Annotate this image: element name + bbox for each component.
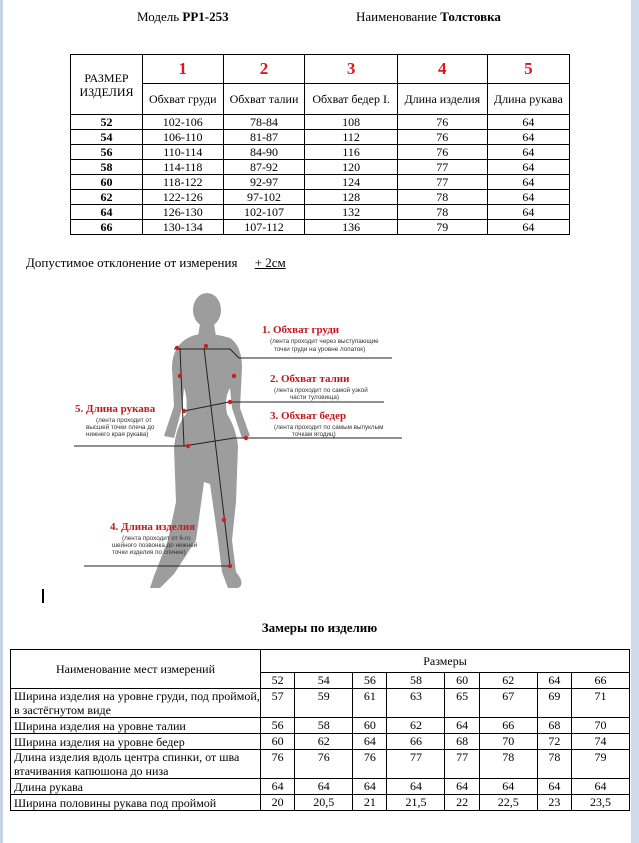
label-waist-note: части туловища) — [290, 394, 339, 401]
table-cell: 59 — [295, 689, 353, 718]
table-cell: 64 — [571, 779, 629, 795]
table-cell: 87-92 — [223, 160, 305, 175]
label-hips-note: (лента проходит по самым выпуклым — [274, 424, 384, 431]
mannequin-diagram — [64, 288, 424, 600]
table-cell: 22 — [445, 795, 479, 811]
table-cell: 64 — [487, 145, 569, 160]
column-number: 1 — [143, 55, 224, 84]
label-length-note: шейного позвонка до нижней — [112, 542, 198, 549]
table-cell: 112 — [305, 130, 397, 145]
table-cell: 76 — [397, 130, 487, 145]
table-cell: 132 — [305, 205, 397, 220]
table-row — [71, 220, 570, 235]
measurements-sizes-header: Размеры — [261, 650, 630, 673]
table-cell: 78 — [479, 750, 537, 779]
table-cell: 122-126 — [143, 190, 224, 205]
table-cell: 70 — [479, 734, 537, 750]
size-header: 52 — [261, 673, 295, 689]
table-row — [71, 115, 570, 130]
table-cell: 64 — [353, 779, 387, 795]
size-cell: 54 — [71, 130, 143, 145]
table-cell: 57 — [261, 689, 295, 718]
label-sleeve-note: высшей точки плеча до — [86, 424, 155, 431]
label-hips-note: точкам ягодиц) — [292, 431, 336, 438]
table-cell: 78 — [537, 750, 571, 779]
table-cell: 21 — [353, 795, 387, 811]
table-cell: 64 — [487, 190, 569, 205]
table-cell: 56 — [261, 718, 295, 734]
measurement-name: Ширина изделия на уровне бедер — [11, 734, 261, 750]
table-cell: 102-107 — [223, 205, 305, 220]
table-cell: 77 — [397, 160, 487, 175]
table-cell: 64 — [261, 779, 295, 795]
table-cell: 64 — [487, 160, 569, 175]
page-right-edge — [631, 0, 639, 843]
label-length-note: точки изделия по спинке) — [112, 549, 186, 556]
measurement-name: Ширина половины рукава под проймой — [11, 795, 261, 811]
table-cell: 79 — [571, 750, 629, 779]
measurement-name: Длина рукава — [11, 779, 261, 795]
tolerance-note — [26, 255, 286, 271]
label-waist-title: 2. Обхват талии — [270, 373, 350, 385]
table-row — [11, 750, 630, 779]
table-cell: 64 — [537, 779, 571, 795]
column-number: 3 — [305, 55, 397, 84]
table-row — [71, 160, 570, 175]
label-length-note: (лента проходит от 6-го — [122, 535, 191, 542]
measurements-name-header: Наименование мест измерений — [11, 650, 261, 689]
table-row — [71, 175, 570, 190]
size-header: 64 — [537, 673, 571, 689]
table-cell: 64 — [353, 734, 387, 750]
size-cell: 66 — [71, 220, 143, 235]
table-cell: 68 — [537, 718, 571, 734]
table-cell: 64 — [487, 115, 569, 130]
model-heading — [137, 9, 229, 25]
measurement-figure — [64, 288, 424, 600]
column-header: Обхват груди — [143, 84, 224, 115]
table-row — [11, 689, 630, 718]
table-cell: 108 — [305, 115, 397, 130]
table-cell: 74 — [571, 734, 629, 750]
page-left-edge — [0, 0, 3, 843]
column-header: Обхват талии — [223, 84, 305, 115]
table-cell: 106-110 — [143, 130, 224, 145]
size-header: 60 — [445, 673, 479, 689]
table-cell: 78-84 — [223, 115, 305, 130]
label-sleeve-note: (лента проходит от — [96, 417, 152, 424]
table-cell: 76 — [397, 145, 487, 160]
table-cell: 120 — [305, 160, 397, 175]
table-cell: 136 — [305, 220, 397, 235]
size-cell: 64 — [71, 205, 143, 220]
table-cell: 23 — [537, 795, 571, 811]
measurement-name: Длина изделия вдоль центра спинки, от шва втачивания капюшона до низа — [11, 750, 261, 779]
table-cell: 76 — [295, 750, 353, 779]
model-value: PP1-253 — [182, 9, 229, 24]
size-header: 54 — [295, 673, 353, 689]
table-cell: 58 — [295, 718, 353, 734]
table-cell: 20,5 — [295, 795, 353, 811]
size-cell: 60 — [71, 175, 143, 190]
product-name-heading — [356, 9, 501, 25]
table-cell: 124 — [305, 175, 397, 190]
table-cell: 64 — [487, 205, 569, 220]
label-waist-note: (лента проходит по самой узкой — [274, 387, 368, 394]
column-header: Длина рукава — [487, 84, 569, 115]
table-cell: 61 — [353, 689, 387, 718]
table-cell: 22,5 — [479, 795, 537, 811]
table-cell: 23,5 — [571, 795, 629, 811]
table-cell: 110-114 — [143, 145, 224, 160]
table-cell: 77 — [397, 175, 487, 190]
table-cell: 114-118 — [143, 160, 224, 175]
table-cell: 64 — [487, 130, 569, 145]
table-cell: 64 — [387, 779, 445, 795]
table-cell: 72 — [537, 734, 571, 750]
tolerance-text: Допустимое отклонение от измерения — [26, 255, 238, 270]
table-cell: 69 — [537, 689, 571, 718]
table-cell: 79 — [397, 220, 487, 235]
table-cell: 77 — [387, 750, 445, 779]
table-cell: 65 — [445, 689, 479, 718]
table-cell: 107-112 — [223, 220, 305, 235]
table-cell: 62 — [295, 734, 353, 750]
table-cell: 67 — [479, 689, 537, 718]
column-header: Обхват бедер I. — [305, 84, 397, 115]
table-cell: 102-106 — [143, 115, 224, 130]
table-cell: 64 — [445, 779, 479, 795]
model-label: Модель — [137, 9, 180, 24]
size-table — [70, 54, 570, 235]
table-cell: 84-90 — [223, 145, 305, 160]
size-cell: 62 — [71, 190, 143, 205]
text-cursor — [42, 589, 44, 603]
table-cell: 97-102 — [223, 190, 305, 205]
size-cell: 52 — [71, 115, 143, 130]
table-cell: 60 — [261, 734, 295, 750]
label-sleeve-note: нижнего края рукава) — [86, 431, 149, 438]
table-cell: 81-87 — [223, 130, 305, 145]
table-cell: 70 — [571, 718, 629, 734]
size-corner-header: РАЗМЕР ИЗДЕЛИЯ — [71, 55, 143, 115]
table-cell: 64 — [487, 220, 569, 235]
size-cell: 58 — [71, 160, 143, 175]
label-hips-title: 3. Обхват бедер — [270, 410, 347, 422]
label-chest-note: точки груди на уровне лопаток) — [274, 346, 366, 353]
table-cell: 62 — [387, 718, 445, 734]
table-cell: 21,5 — [387, 795, 445, 811]
table-cell: 68 — [445, 734, 479, 750]
table-row — [71, 205, 570, 220]
table-cell: 64 — [295, 779, 353, 795]
label-chest-note: (лента проходит через выступающие — [270, 338, 379, 345]
table-cell: 76 — [261, 750, 295, 779]
table-cell: 66 — [479, 718, 537, 734]
column-number: 5 — [487, 55, 569, 84]
table-cell: 128 — [305, 190, 397, 205]
table-row — [11, 795, 630, 811]
table-cell: 77 — [445, 750, 479, 779]
table-cell: 76 — [353, 750, 387, 779]
table-cell: 64 — [479, 779, 537, 795]
measurements-table — [10, 649, 630, 811]
table-cell: 63 — [387, 689, 445, 718]
table-cell: 126-130 — [143, 205, 224, 220]
table-row — [11, 734, 630, 750]
size-header: 66 — [571, 673, 629, 689]
table-cell: 76 — [397, 115, 487, 130]
table-cell: 130-134 — [143, 220, 224, 235]
table-cell: 118-122 — [143, 175, 224, 190]
label-chest-title: 1. Обхват груди — [262, 324, 340, 336]
size-header: 62 — [479, 673, 537, 689]
measurement-name: Ширина изделия на уровне груди, под проймой, в застёгнутом виде — [11, 689, 261, 718]
measurement-name: Ширина изделия на уровне талии — [11, 718, 261, 734]
product-name-label: Наименование — [356, 9, 437, 24]
table-cell: 64 — [445, 718, 479, 734]
column-number: 4 — [397, 55, 487, 84]
product-name-value: Толстовка — [440, 9, 501, 24]
column-number: 2 — [223, 55, 305, 84]
table-row — [11, 779, 630, 795]
table-cell: 92-97 — [223, 175, 305, 190]
measurements-title: Замеры по изделию — [261, 620, 378, 635]
table-cell: 64 — [487, 175, 569, 190]
label-length-title: 4. Длина изделия — [110, 521, 196, 533]
label-sleeve-title: 5. Длина рукава — [75, 403, 156, 415]
table-cell: 71 — [571, 689, 629, 718]
table-cell: 116 — [305, 145, 397, 160]
table-row — [11, 718, 630, 734]
table-cell: 78 — [397, 205, 487, 220]
size-header: 56 — [353, 673, 387, 689]
tolerance-value: + 2см — [254, 255, 286, 270]
table-cell: 78 — [397, 190, 487, 205]
table-cell: 20 — [261, 795, 295, 811]
table-row — [71, 190, 570, 205]
size-cell: 56 — [71, 145, 143, 160]
table-cell: 60 — [353, 718, 387, 734]
table-cell: 66 — [387, 734, 445, 750]
table-row — [71, 145, 570, 160]
table-row — [71, 130, 570, 145]
column-header: Длина изделия — [397, 84, 487, 115]
size-header: 58 — [387, 673, 445, 689]
